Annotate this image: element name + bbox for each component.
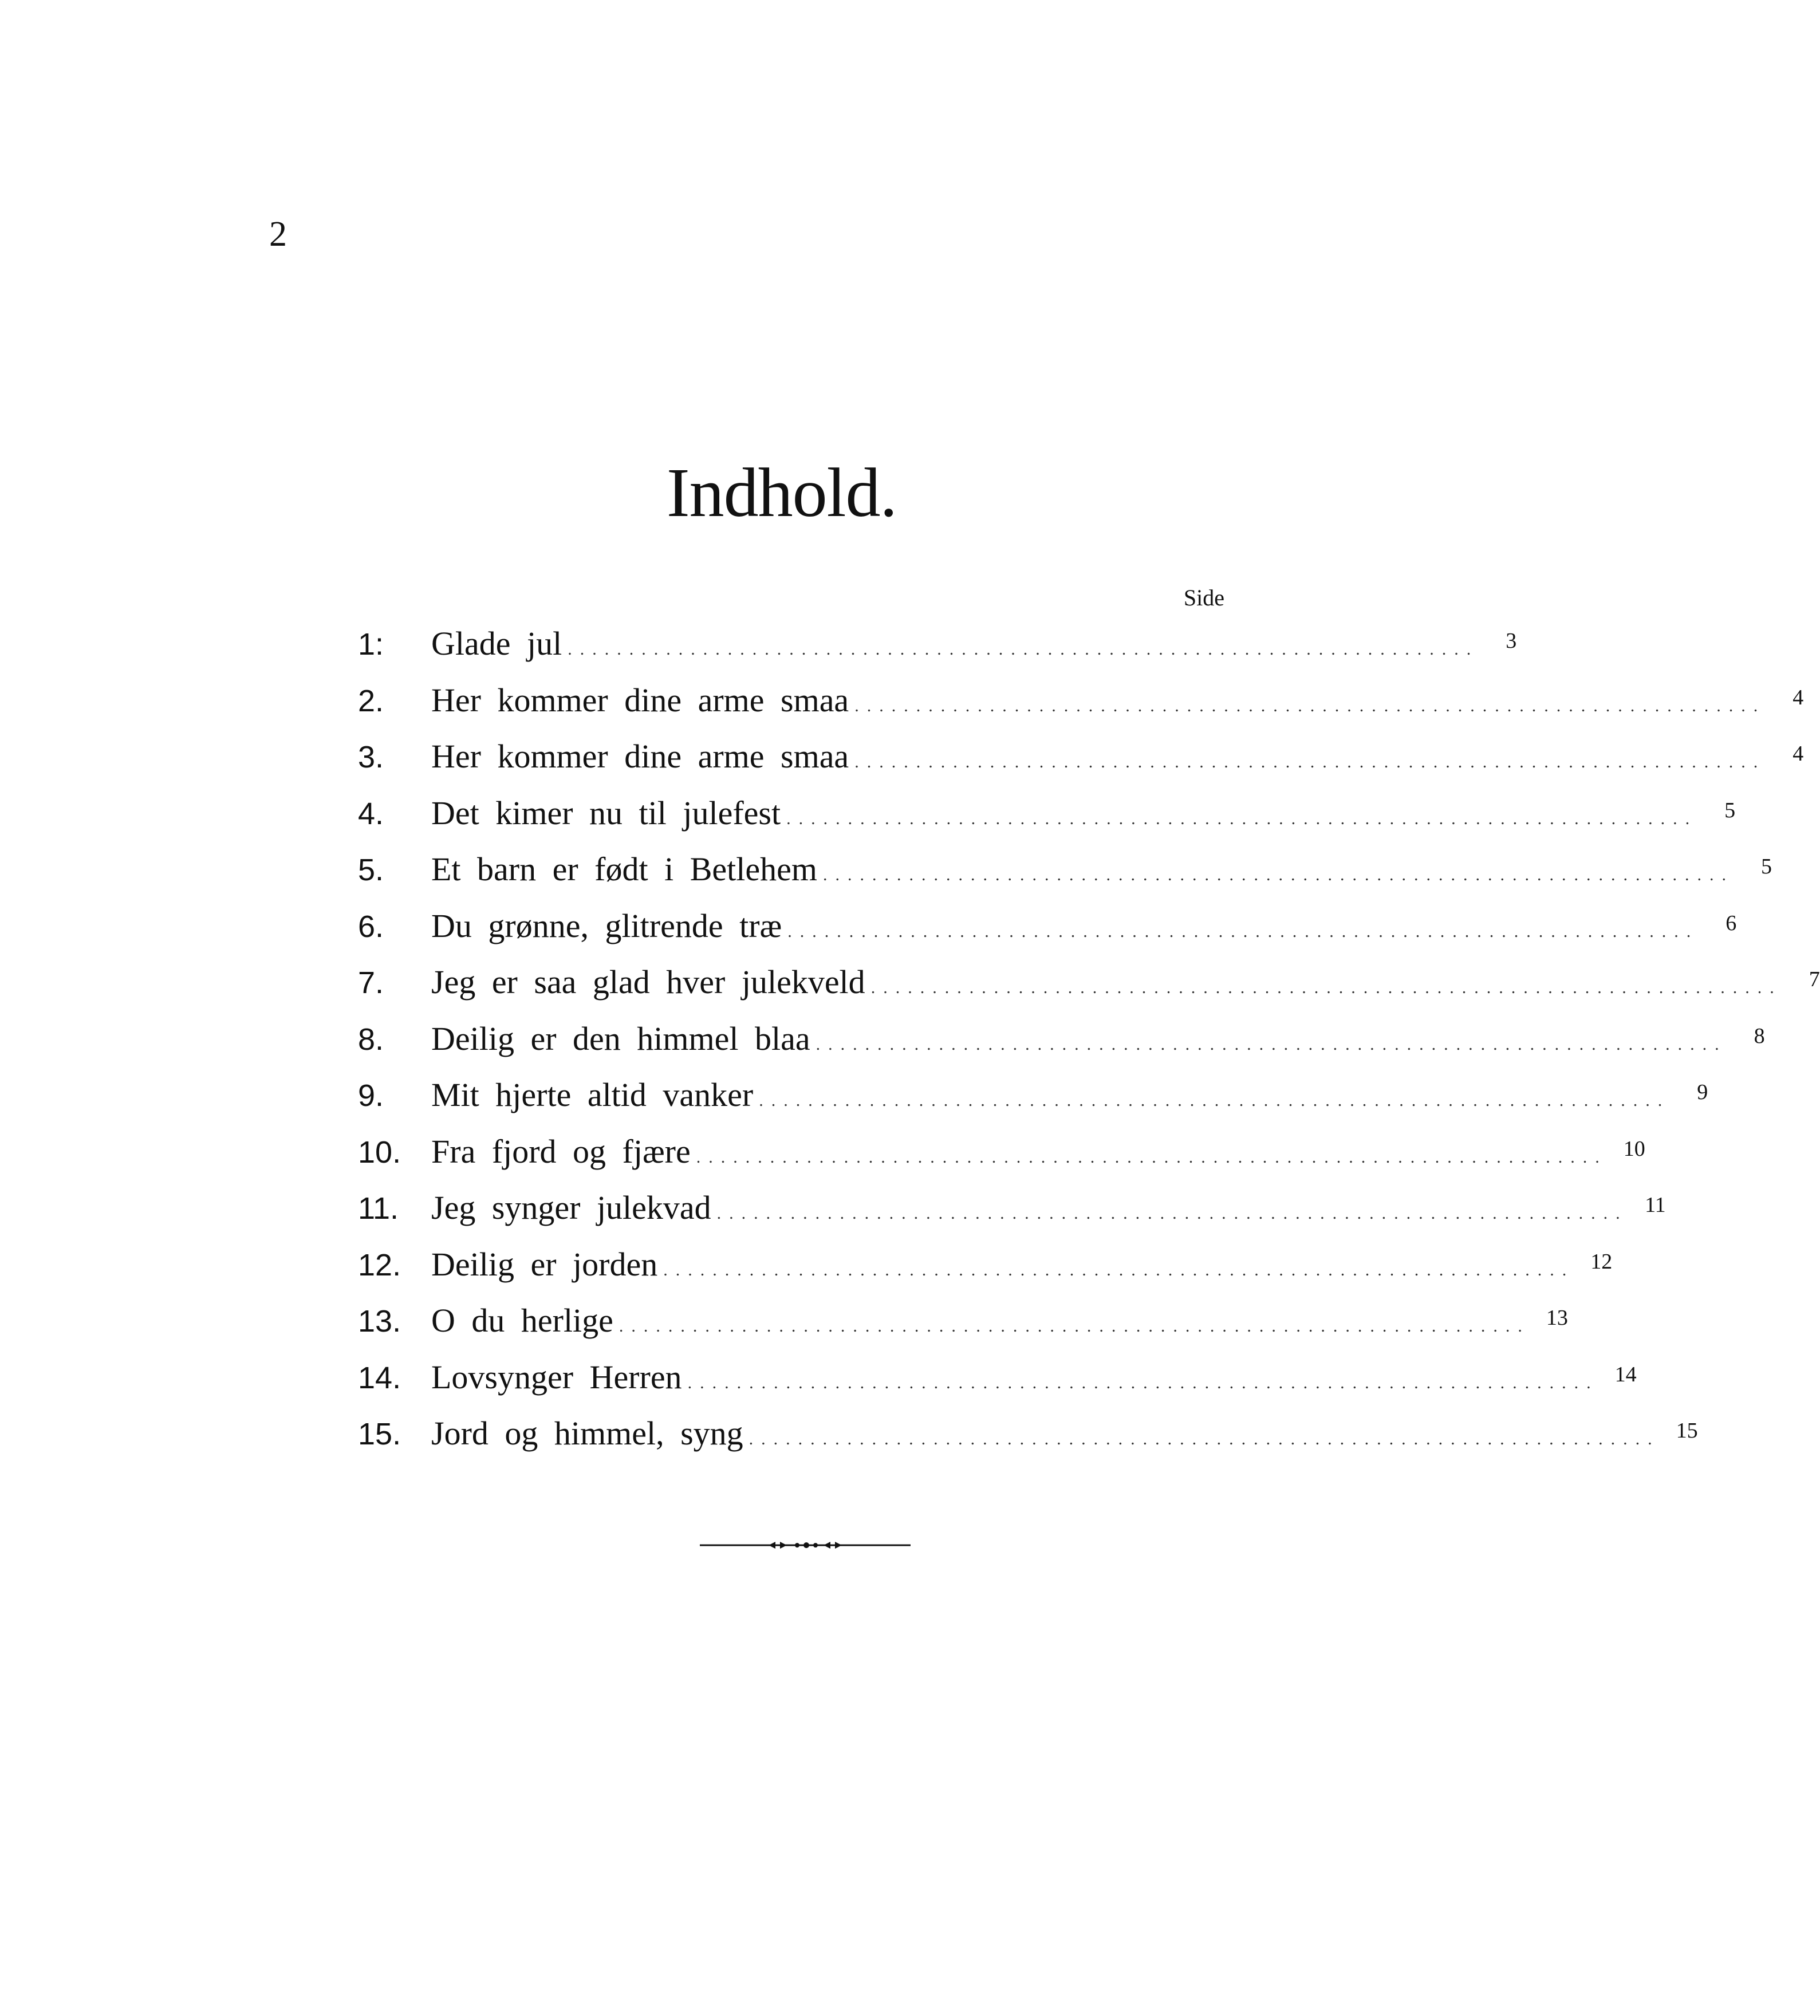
entry-title: Glade jul bbox=[431, 625, 562, 662]
dot-leader: .......................................................................... bbox=[619, 1317, 1530, 1336]
toc-entry bbox=[358, 616, 1517, 672]
decorative-rule-ornament bbox=[700, 1539, 911, 1551]
entry-title: Fra fjord og fjære bbox=[431, 1132, 691, 1170]
toc-entry bbox=[358, 841, 1772, 898]
toc-entry bbox=[358, 1349, 1637, 1406]
dot-leader: .......................................................................... bbox=[854, 696, 1766, 715]
toc-entry bbox=[358, 729, 1804, 785]
dot-leader: .......................................................................... bbox=[568, 640, 1479, 659]
entry-title: Deilig er den himmel blaa bbox=[431, 1019, 810, 1057]
dot-leader: .......................................................................... bbox=[696, 1147, 1608, 1167]
dot-leader: .......................................................................... bbox=[749, 1430, 1660, 1448]
entry-page: 10 bbox=[1623, 1136, 1645, 1161]
entry-number: 7. bbox=[358, 966, 384, 1000]
toc-entry bbox=[358, 672, 1804, 729]
dot-leader: .......................................................................... bbox=[687, 1373, 1599, 1392]
toc-entry bbox=[358, 898, 1737, 955]
entry-page: 13 bbox=[1546, 1306, 1568, 1330]
entry-page: 5 bbox=[1760, 855, 1772, 879]
entry-page: 6 bbox=[1726, 911, 1737, 935]
toc-entry bbox=[358, 1180, 1666, 1237]
entry-title: Her kommer dine arme smaa bbox=[431, 681, 849, 719]
page-column-label: Side bbox=[1183, 585, 1224, 611]
toc-entry bbox=[358, 1293, 1568, 1349]
toc-entry bbox=[358, 1237, 1613, 1293]
dot-leader: .......................................................................... bbox=[759, 1091, 1671, 1110]
toc-entry bbox=[358, 954, 1820, 1011]
entry-number: 12. bbox=[358, 1247, 401, 1282]
entry-page: 8 bbox=[1754, 1023, 1765, 1048]
entry-page: 4 bbox=[1793, 685, 1804, 710]
entry-title: Jeg synger julekvad bbox=[431, 1189, 711, 1226]
entry-number: 3. bbox=[358, 740, 384, 774]
entry-page: 11 bbox=[1645, 1193, 1666, 1217]
entry-page: 5 bbox=[1724, 798, 1736, 822]
entry-number: 4. bbox=[358, 796, 384, 831]
toc-entry bbox=[358, 1405, 1698, 1462]
entry-title: Jeg er saa glad hver julekveld bbox=[431, 963, 865, 1001]
toc-entry bbox=[358, 1067, 1708, 1124]
entry-page: 15 bbox=[1676, 1419, 1698, 1443]
entry-number: 9. bbox=[358, 1078, 384, 1113]
entry-title: Her kommer dine arme smaa bbox=[431, 738, 849, 775]
dot-leader: .......................................................................... bbox=[870, 978, 1782, 997]
entry-number: 15. bbox=[358, 1417, 401, 1451]
toc-entry bbox=[358, 1124, 1645, 1180]
entry-page: 3 bbox=[1506, 629, 1517, 653]
toc-entry bbox=[358, 785, 1736, 842]
entry-title: O du herlige bbox=[431, 1302, 613, 1339]
entry-title: Mit hjerte altid vanker bbox=[431, 1076, 754, 1113]
entry-number: 5. bbox=[358, 853, 384, 887]
entry-title: Lovsynger Herren bbox=[431, 1358, 682, 1396]
page-number: 2 bbox=[269, 215, 287, 254]
table-of-contents bbox=[358, 616, 1820, 1462]
entry-number: 2. bbox=[358, 683, 384, 718]
entry-number: 14. bbox=[358, 1360, 401, 1395]
entry-page: 9 bbox=[1697, 1080, 1708, 1104]
entry-page: 14 bbox=[1614, 1362, 1637, 1387]
dot-leader: .......................................................................... bbox=[786, 809, 1698, 828]
toc-entry bbox=[358, 1011, 1765, 1068]
entry-title: Et barn er født i Betlehem bbox=[431, 850, 817, 888]
dot-leader: .......................................................................... bbox=[663, 1260, 1575, 1279]
dot-leader: .......................................................................... bbox=[854, 753, 1766, 771]
entry-title: Det kimer nu til julefest bbox=[431, 794, 781, 832]
dot-leader: .......................................................................... bbox=[816, 1034, 1727, 1054]
entry-page: 12 bbox=[1590, 1249, 1613, 1274]
entry-title: Du grønne, glitrende træ bbox=[431, 907, 782, 944]
dot-leader: .......................................................................... bbox=[716, 1204, 1628, 1223]
entry-title: Deilig er jorden bbox=[431, 1245, 658, 1283]
entry-number: 10. bbox=[358, 1135, 401, 1170]
page-title: Indhold. bbox=[666, 454, 897, 531]
entry-number: 1: bbox=[358, 627, 384, 662]
entry-page: 4 bbox=[1793, 742, 1804, 766]
entry-number: 11. bbox=[358, 1191, 399, 1226]
dot-leader: .......................................................................... bbox=[787, 922, 1699, 941]
entry-number: 8. bbox=[358, 1022, 384, 1057]
entry-number: 6. bbox=[358, 909, 384, 944]
dot-leader: .......................................................................... bbox=[822, 865, 1734, 884]
entry-number: 13. bbox=[358, 1304, 401, 1338]
entry-page: 7 bbox=[1809, 967, 1820, 991]
entry-title: Jord og himmel, syng bbox=[431, 1415, 743, 1452]
